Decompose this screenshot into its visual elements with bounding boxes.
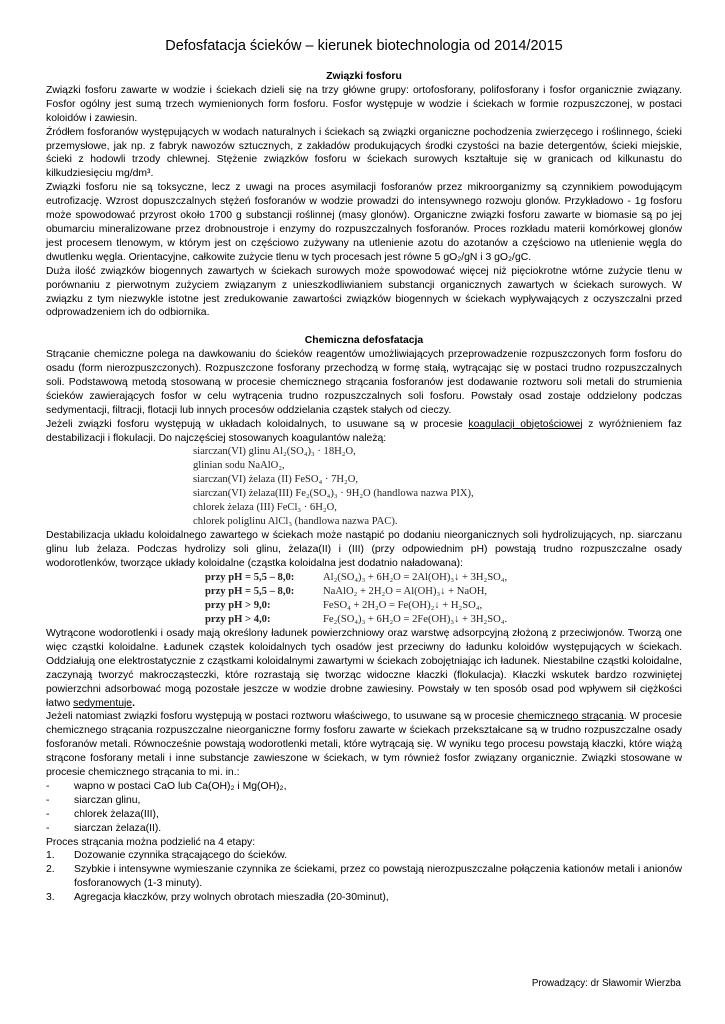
list-item-text: wapno w postaci CaO lub Ca(OH)₂ i Mg(OH)₂, bbox=[74, 780, 287, 792]
list-item bbox=[46, 863, 682, 891]
list-item-text: chlorek żelaza(III), bbox=[74, 808, 159, 820]
sedimentation-link[interactable]: sedymentuje bbox=[73, 697, 133, 709]
list-item-text: siarczan glinu, bbox=[74, 794, 141, 806]
list-number: 3. bbox=[46, 892, 55, 904]
equation-row bbox=[205, 585, 682, 599]
stage-list bbox=[46, 849, 682, 905]
list-number: 2. bbox=[46, 864, 55, 876]
paragraph: Duża ilość związków biogennych zawartych w ściekach surowych może spowodować więcej niż pięciokrotne wtórne zużycie tlenu w porównaniu z pierwotnym zużyciem związanym z unieszkodliwianiem substancji organicznych zawartych w ściekach surowych. W związku z tym niezwykle istotne jest zredukowanie zawartości związków biogennych w ściekach wypływających z oczyszczalni przed odprowadzeniem ich do odbiornika. bbox=[46, 265, 682, 319]
text: . W procesie chemicznego strącania rozpuszczalne nieorganiczne formy fosforu zawarte w ściekach przekształcane są w trudno rozpuszczalne osady fosforanów metali. Równocześnie powstają wodorotlenki metali, które wytrącają się. W wyniku tego procesu powstają kłaczki, które wiążą strącone fosforany metali i inne substancje zawieszone w ściekach, w tym również fosfor związany organicznie. Związki stosowane w procesie chemicznego strącania to mi. in.: bbox=[46, 711, 682, 779]
list-item bbox=[46, 794, 682, 808]
dash-marker: - bbox=[46, 780, 50, 792]
equation: Fe₂(SO₄)₃ + 6H₂O = 2Fe(OH)₃↓ + 3H₂SO₄. bbox=[323, 613, 508, 625]
dash-marker: - bbox=[46, 794, 50, 806]
coagulation-link[interactable]: koagulacji objętościowej bbox=[468, 418, 583, 430]
coagulant-item: chlorek żelaza (III) FeCl₃ · 6H₂O, bbox=[193, 502, 337, 514]
equation-condition: przy pH = 5,5 – 8,0: bbox=[205, 585, 295, 597]
section-heading-chemical: Chemiczna defosfatacja bbox=[304, 335, 424, 347]
coagulant-item: chlorek poliglinu AlCl₃ (handlowa nazwa PAC). bbox=[193, 515, 398, 527]
equation-row bbox=[205, 571, 682, 585]
paragraph: Proces strącania można podzielić na 4 etapy: bbox=[46, 836, 256, 848]
footer-author: Prowadzący: dr Sławomir Wierzba bbox=[531, 978, 681, 989]
list-item-text: Dozowanie czynnika strącającego do ścieków. bbox=[74, 850, 288, 862]
precipitation-link[interactable]: chemicznego strącania bbox=[517, 711, 624, 723]
document-page bbox=[46, 0, 682, 905]
section-heading-phosphorus: Związki fosforu bbox=[326, 71, 402, 82]
equation-condition: przy pH = 5,5 – 8,0: bbox=[205, 571, 295, 583]
list-item-text: siarczan żelaza(II). bbox=[74, 822, 162, 834]
list-item bbox=[46, 822, 682, 836]
paragraph: Destabilizacja układu koloidalnego zawartego w ściekach może nastąpić po dodaniu nieorganicznych soli hydrolizujących, np. siarczanu glinu lub żelaza. Podczas hydrolizy soli glinu, żelaza(II) i (III) (przy odpowiednim pH) powstają trudno rozpuszczalne osady wodorotlenków, tworzące układy koloidalne (cząstka koloidalna jest dodatnio naładowana): bbox=[46, 529, 682, 569]
hydrolysis-equations bbox=[205, 571, 682, 627]
text: z wyróżnieniem faz destabilizacji i flokulacji. Do najczęściej stosowanych koagulantów należą: bbox=[46, 418, 683, 444]
equation-row bbox=[205, 599, 682, 613]
coagulant-list bbox=[193, 445, 682, 528]
coagulant-item: siarczan(VI) glinu Al₂(SO₄)₃ · 18H₂O, bbox=[193, 446, 356, 458]
text: Wytrącone wodorotlenki i osady mają określony ładunek powierzchniowy oraz warstwę adsorpcyjną złożoną z przeciwjonów. Tworzą one więc cząstki koloidalne. Ładunek cząstek koloidalnych tych osadów jest przeciwny do ładunku koloidów występujących w ściekach. Oddziałują one elektrostatycznie z cząstkami koloidalnymi zawartymi w ściekach zobojętniając ich ładunek. Niestabilne cząstki koloidalne, zaczynają tworzyć makrocząsteczki, które rozrastają się tworząc widoczne kłaczki (flokulacja). Kłaczki wskutek bardzo rozwiniętej powierzchni adsorbować mogą pozostałe jeszcze w wodzie drobne zawiesiny. Powstały w ten sposób osad pod wpływem sił ciężkości łatwo bbox=[46, 627, 682, 709]
text: Jeżeli natomiast związki fosforu występują w postaci roztworu właściwego, to usuwane są w procesie bbox=[46, 711, 518, 723]
dash-marker: - bbox=[46, 822, 50, 834]
list-item bbox=[46, 891, 682, 905]
list-number: 1. bbox=[46, 850, 55, 862]
list-item bbox=[46, 808, 682, 822]
list-item-text: Agregacja kłaczków, przy wolnych obrotach mieszadła (20-30minut), bbox=[74, 892, 389, 904]
text: . bbox=[132, 697, 135, 709]
paragraph: Źródłem fosforanów występujących w wodach naturalnych i ściekach są związki organiczne pochodzenia zwierzęcego i roślinnego, ścieki przemysłowe, jak np. z fabryk nawozów sztucznych, z zakładów produkujących środki czystości na bazie detergentów, ścieki miejskie, ścieki z hodowli trzody chlewnej. Stężenie związków fosforu w ściekach surowych kształtuje się w granicach od kilkunastu do kilkudziesięciu mg/dm³. bbox=[46, 126, 682, 180]
equation: NaAlO₂ + 2H₂O = Al(OH)₃↓ + NaOH, bbox=[323, 585, 488, 597]
dash-list bbox=[46, 780, 682, 836]
coagulant-item: siarczan(VI) żelaza (II) FeSO₄ · 7H₂O, bbox=[193, 474, 359, 486]
paragraph bbox=[46, 627, 682, 710]
coagulant-item: glinian sodu NaAlO₂, bbox=[193, 460, 285, 472]
paragraph bbox=[46, 418, 682, 446]
equation: FeSO₄ + 2H₂O = Fe(OH)₂↓ + H₂SO₄, bbox=[323, 599, 483, 611]
coagulant-item: siarczan(VI) żelaza(III) Fe₂(SO₄)₃ · 9H₂O (handlowa nazwa PIX), bbox=[193, 488, 474, 500]
dash-marker: - bbox=[46, 808, 50, 820]
paragraph: Związki fosforu zawarte w wodzie i ściekach dzieli się na trzy główne grupy: ortofosforany, polifosforany i fosfor organicznie związany. Fosfor ogólny jest sumą trzech wymienionych form fosforu. Fosfor występuje w wodzie i ściekach w formie rozpuszczonej, w postaci koloidów i zawiesin. bbox=[46, 84, 682, 124]
paragraph: Strącanie chemiczne polega na dawkowaniu do ścieków reagentów umożliwiających przeprowadzenie rozpuszczonych form fosforu do osadu (form nierozpuszczonych). Rozpuszczone fosforany przechodzą w formę stałą, wytrącając się w postaci trudno rozpuszczalnych soli. Podstawową metodą stosowaną w procesie chemicznego strącania fosforanów jest dodawanie roztworu soli metali do strumienia ścieków zawierających fosfor w celu wytrącenia trudno rozpuszczalnych soli fosforu. Powstały osad zostaje oddzielony podczas sedymentacji, filtracji, flotacji lub innych procesów oddzielania cząstek stałych od cieczy. bbox=[46, 349, 682, 416]
text: Jeżeli związki fosforu występują w układach koloidalnych, to usuwane są w procesie bbox=[46, 418, 469, 430]
equation: Al₂(SO₄)₃ + 6H₂O = 2Al(OH)₃↓ + 3H₂SO₄, bbox=[323, 571, 508, 583]
equation-condition: przy pH > 4,0: bbox=[205, 613, 271, 625]
paragraph bbox=[46, 710, 682, 780]
page-title: Defosfatacja ścieków – kierunek biotechnologia od 2014/2015 bbox=[165, 38, 563, 54]
paragraph: Związki fosforu nie są toksyczne, lecz z uwagi na proces asymilacji fosforanów przez mikroorganizmy są czynnikiem powodującym eutrofizację. Wzrost dopuszczalnych stężeń fosforanów w wodzie prowadzi do intensywnego rozwoju glonów. Przykładowo - 1g fosforu może spowodować przyrost około 1700 g substancji roślinnej (masy glonów). Organiczne związki fosforu zawarte w biomasie są po jej obumarciu mineralizowane przez drobnoustroje i enzymy do rozpuszczalnych fosforanów. Proces rozkładu materii komórkowej glonów jest procesem tlenowym, w którym jest on częściowo zużywany na utlenienie azotu do azotanów a częściowo na utlenienie węgla do dwutlenku węgla. Orientacyjne, całkowite zużycie tlenu w tych procesach jest równe 5 gO₂/gN i 3 gO₂/gC. bbox=[46, 182, 682, 263]
equation-condition: przy pH > 9,0: bbox=[205, 599, 271, 611]
list-item-text: Szybkie i intensywne wymieszanie czynnika ze ściekami, przez co powstają nierozpuszczalne połączenia kationów metali i anionów fosforanowych (1-3 minuty). bbox=[74, 864, 682, 890]
equation-row bbox=[205, 613, 682, 627]
list-item bbox=[46, 780, 682, 794]
list-item bbox=[46, 849, 682, 863]
